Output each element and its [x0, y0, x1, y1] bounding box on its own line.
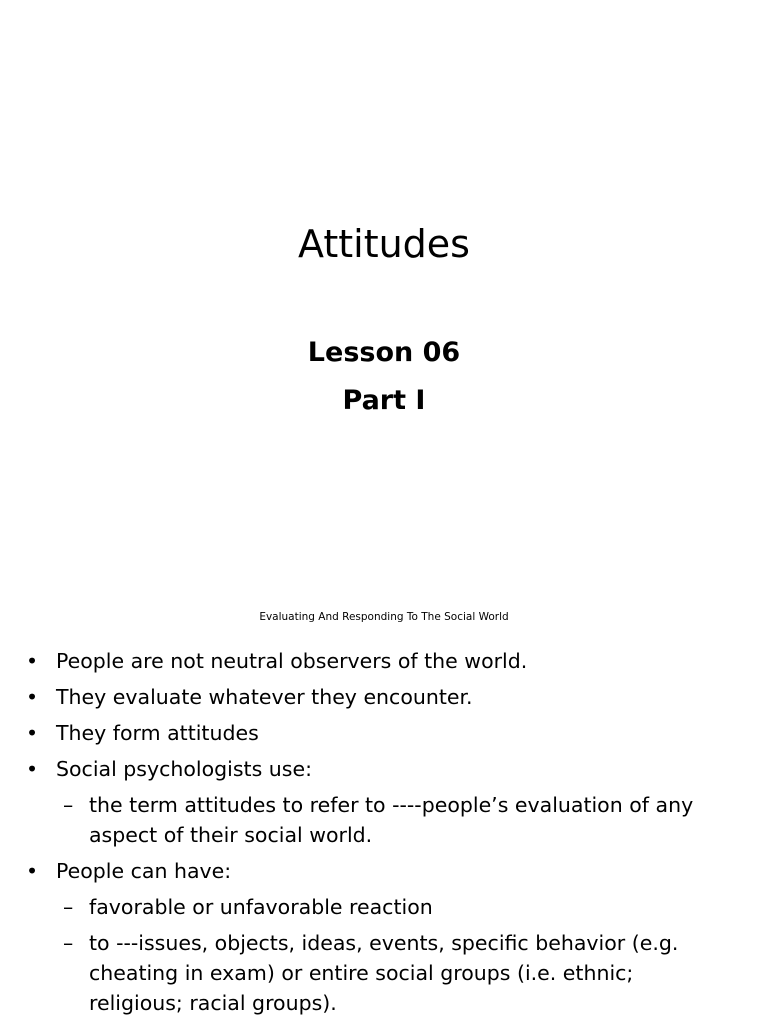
bullet-marker: •: [26, 649, 39, 673]
sub-bullet-text: to ---issues, objects, ideas, events, specific behavior (e.g. cheating in exam) or entire social groups (i.e. ethnic; religious; racial groups).: [89, 931, 679, 1015]
bullet-text: People are not neutral observers of the world.: [56, 649, 528, 673]
bullet-text: They form attitudes: [56, 721, 259, 745]
sub-bullet-text: the term attitudes to refer to ----people’s evaluation of any aspect of their social world.: [89, 793, 694, 847]
sub-bullet-item: [0, 928, 768, 1018]
bullet-item: [0, 718, 768, 748]
dash-marker: –: [63, 931, 74, 955]
bullet-text: People can have:: [56, 859, 232, 883]
dash-marker: –: [63, 793, 74, 817]
sub-bullet-text: favorable or unfavorable reaction: [89, 895, 433, 919]
bullet-list: [0, 646, 768, 1024]
bullet-marker: •: [26, 721, 39, 745]
section-heading: Evaluating And Responding To The Social World: [259, 611, 509, 623]
lesson-part: Part I: [342, 385, 426, 416]
bullet-item: [0, 856, 768, 886]
bullet-item: [0, 754, 768, 784]
slide-title: Attitudes: [298, 222, 470, 266]
bullet-marker: •: [26, 859, 39, 883]
bullet-text: They evaluate whatever they encounter.: [56, 685, 473, 709]
bullet-item: [0, 646, 768, 676]
bullet-marker: •: [26, 685, 39, 709]
sub-bullet-item: [0, 892, 768, 922]
bullet-item: [0, 682, 768, 712]
bullet-marker: •: [26, 757, 39, 781]
dash-marker: –: [63, 895, 74, 919]
sub-bullet-item: [0, 790, 768, 850]
bullet-text: Social psychologists use:: [56, 757, 312, 781]
lesson-number: Lesson 06: [307, 337, 461, 368]
